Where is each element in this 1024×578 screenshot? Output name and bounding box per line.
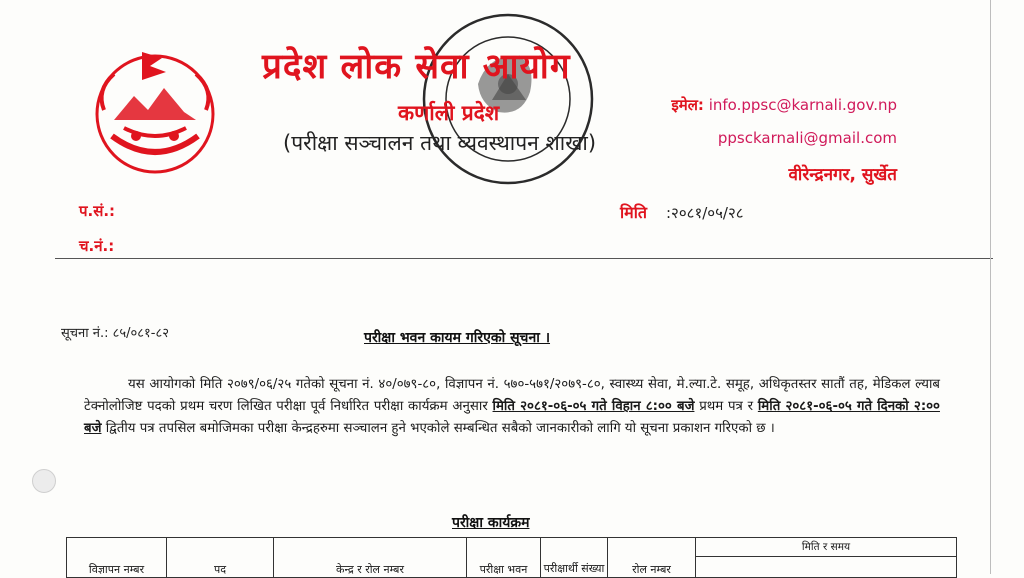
page-edge xyxy=(990,0,991,574)
ref-chalani-number: च.नं.: xyxy=(79,237,115,255)
notice-title: परीक्षा भवन कायम गरिएको सूचना । xyxy=(364,330,551,346)
notice-body xyxy=(84,374,940,440)
nepal-emblem-icon xyxy=(84,40,226,182)
header-divider xyxy=(55,258,993,259)
date-time-subcell xyxy=(696,557,957,578)
col-center-roll: केन्द्र र रोल नम्बर xyxy=(274,538,467,578)
date-value: :२०८१/०५/२८ xyxy=(666,204,744,222)
notice-text-1: यस आयोगको मिति २०७९/०६/२५ गतेको सूचना नं. ४०/०७९-८०, विज्ञापन नं. ५७०-५७१/२०७९-८०, स्वास्थ्य सेवा, मे.ल्या.टे. समूह, अधिकृतस्तर सातौं तह, मेडिकल ल्याब टेक्नोलोजिष्ट पदको प्रथम चरण लिखित परीक्षा पूर्व निर्धारित परीक्षा कार्यक्रम अनुसार xyxy=(84,377,940,414)
notice-number: सूचना नं.: ८५/०८१-८२ xyxy=(61,326,170,341)
col-exam-hall: परीक्षा भवन xyxy=(467,538,541,578)
notice-highlight-2: मिति २०८१-०६-०५ गते दिनको २:०० बजे xyxy=(84,399,940,436)
notice-text-3: द्वितीय पत्र तपसिल बमोजिमका परीक्षा केन्द्रहरुमा सञ्चालन हुने भएकोले सम्बन्धित सबैको जानकारीको लागि यो सूचना प्रकाशन गरिएको छ । xyxy=(101,421,775,436)
col-post: पद xyxy=(167,538,274,578)
notice-highlight-1: मिति २०८१-०६-०५ गते विहान ८:०० बजे xyxy=(492,399,695,414)
email-primary[interactable]: info.ppsc@karnali.gov.np xyxy=(708,96,897,114)
col-advert-number: विज्ञापन नम्बर xyxy=(67,538,167,578)
email-secondary[interactable]: ppsckarnali@gmail.com xyxy=(717,129,897,147)
punch-hole xyxy=(32,469,56,493)
date-label: मिति xyxy=(620,203,647,222)
schedule-table xyxy=(66,537,957,578)
email-label: इमेल: xyxy=(671,96,704,114)
col-roll-number: रोल नम्बर xyxy=(608,538,696,578)
col-date-time: मिति र समय xyxy=(696,538,957,557)
table-header-row xyxy=(67,538,957,557)
org-subtitle: कर्णाली प्रदेश xyxy=(398,101,500,125)
org-title: प्रदेश लोक सेवा आयोग xyxy=(262,47,571,87)
col-candidate-count: परीक्षार्थी संख्या xyxy=(541,538,608,578)
contact-email-2 xyxy=(718,129,897,147)
contact-email-1 xyxy=(671,95,897,115)
schedule-title: परीक्षा कार्यक्रम xyxy=(452,515,530,531)
branch-name: (परीक्षा सञ्चालन तथा व्यवस्थापन शाखा) xyxy=(283,131,597,155)
office-location: वीरेन्द्रनगर, सुर्खेत xyxy=(788,165,897,185)
ref-patra-sankhya: प.सं.: xyxy=(79,202,116,220)
notice-text-2: प्रथम पत्र र xyxy=(694,399,758,414)
